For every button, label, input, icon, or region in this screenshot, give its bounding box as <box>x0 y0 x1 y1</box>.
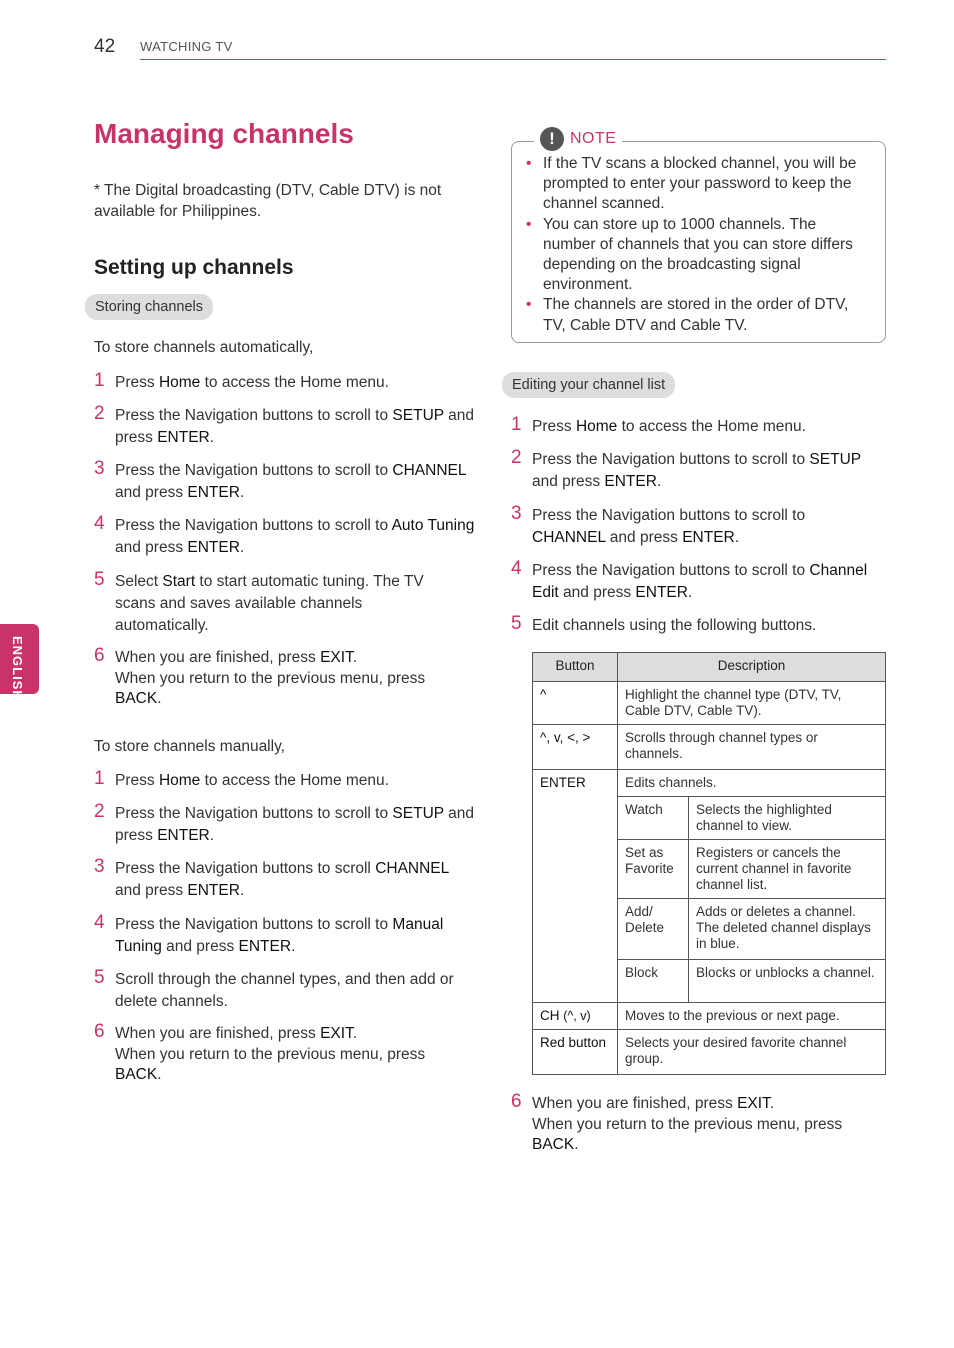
language-tab <box>0 624 39 701</box>
edit-step <box>511 613 882 637</box>
sub-desc-cell: Adds or deletes a channel. The deleted channel displays in blue. <box>689 899 886 960</box>
table-header-description: Description <box>618 653 886 682</box>
step-number: 2 <box>511 447 522 468</box>
page-number: 42 <box>94 36 116 57</box>
step-number: 6 <box>94 645 105 666</box>
button-cell <box>533 1003 618 1030</box>
sub-desc-cell: Selects the highlighted channel to view. <box>689 797 886 840</box>
step-text: Press the Navigation buttons to scroll to Auto Tuning and press ENTER. <box>115 517 475 556</box>
manual-step <box>94 1021 475 1086</box>
auto-step <box>94 645 475 710</box>
table-row <box>533 1003 886 1030</box>
step-number: 2 <box>94 403 105 424</box>
step-text: Scroll through the channel types, and then add or delete channels. <box>115 971 454 1010</box>
table-row <box>533 725 886 770</box>
step-number: 6 <box>94 1021 105 1042</box>
step-text: Press the Navigation buttons to scroll to CHANNEL and press ENTER. <box>532 507 806 546</box>
note-item: • You can store up to 1000 channels. The number of channels that you can store differs depending on the broadcasting signal environment. <box>526 215 871 296</box>
step-text: Press the Navigation buttons to scroll CHANNEL and press ENTER. <box>115 860 449 899</box>
manual-step <box>94 801 475 847</box>
section-subtitle: Setting up channels <box>94 256 294 279</box>
step-number: 1 <box>94 370 105 391</box>
auto-step <box>94 370 475 394</box>
note-label: NOTE <box>570 130 617 147</box>
page-title: Managing channels <box>94 118 354 149</box>
sub-label-cell: Watch <box>618 797 689 840</box>
step-text: Press Home to access the Home menu. <box>115 772 389 789</box>
step-number: 4 <box>94 912 105 933</box>
edit-step <box>511 447 882 493</box>
manual-step <box>94 967 460 1013</box>
edit-step <box>511 558 886 604</box>
sub-label-cell: Block <box>618 960 689 1003</box>
button-table <box>532 652 886 1075</box>
auto-step <box>94 458 475 504</box>
ch-arrows: (^, v) <box>563 1009 591 1023</box>
exclamation-icon: ! <box>540 127 564 151</box>
description-cell: Edits channels. <box>618 770 886 797</box>
step-text: Press the Navigation buttons to scroll to SETUP and press ENTER. <box>532 451 861 490</box>
disclaimer: * The Digital broadcasting (DTV, Cable DTV) is not available for Philippines. <box>94 182 442 220</box>
button-cell: Red button <box>533 1030 618 1075</box>
table-row <box>533 682 886 725</box>
table-row <box>533 770 886 797</box>
description-cell: Scrolls through channel types or channels. <box>618 725 886 770</box>
step-text: Select Start to start automatic tuning. The TV scans and saves available channels automatically. <box>115 573 424 634</box>
step-number: 5 <box>94 967 105 988</box>
button-cell: ^, v, <, > <box>533 725 618 770</box>
note-item: • If the TV scans a blocked channel, you will be prompted to enter your password to keep the channel scanned. <box>526 154 871 215</box>
step-text: Press the Navigation buttons to scroll to CHANNEL and press ENTER. <box>115 462 466 501</box>
table-header-button: Button <box>533 653 618 682</box>
step-number: 2 <box>94 801 105 822</box>
step-text: Press the Navigation buttons to scroll to Manual Tuning and press ENTER. <box>115 916 444 955</box>
button-cell: ENTER <box>533 770 618 1003</box>
storing-channels-pill: Storing channels <box>85 294 213 320</box>
auto-step <box>94 403 475 449</box>
language-label: ENGLISH <box>10 636 25 701</box>
header-divider <box>140 59 886 60</box>
step-number: 5 <box>94 569 105 590</box>
step-text: Edit channels using the following buttons. <box>532 617 817 634</box>
ch-label: CH <box>540 1008 560 1023</box>
step-number: 3 <box>94 458 105 479</box>
note-item: • The channels are stored in the order of DTV, TV, Cable DTV and Cable TV. <box>526 295 871 335</box>
step-text: When you are finished, press EXIT. When you return to the previous menu, press BACK. <box>115 1025 426 1083</box>
step-number: 4 <box>511 558 522 579</box>
step-text: Press Home to access the Home menu. <box>532 418 806 435</box>
manual-step <box>94 768 475 792</box>
manual-step <box>94 912 475 958</box>
sub-label-cell: Add/ Delete <box>618 899 689 960</box>
description-cell: Highlight the channel type (DTV, TV, Cable DTV, Cable TV). <box>618 682 886 725</box>
step-number: 3 <box>94 856 105 877</box>
step-text: Press Home to access the Home menu. <box>115 374 389 391</box>
step-text: When you are finished, press EXIT. When you return to the previous menu, press BACK. <box>532 1095 843 1153</box>
section-title: WATCHING TV <box>140 39 233 54</box>
table-row <box>533 1030 886 1075</box>
step-number: 1 <box>511 414 522 435</box>
step-text: Press the Navigation buttons to scroll to SETUP and press ENTER. <box>115 805 474 844</box>
step-number: 5 <box>511 613 522 634</box>
note-box <box>511 129 886 343</box>
table-header-row <box>533 653 886 682</box>
step-number: 1 <box>94 768 105 789</box>
step-number: 3 <box>511 503 522 524</box>
edit-step <box>511 1091 882 1156</box>
note-header <box>534 127 622 151</box>
manual-step <box>94 856 475 902</box>
step-number: 4 <box>94 513 105 534</box>
step-text: Press the Navigation buttons to scroll to Channel Edit and press ENTER. <box>532 562 868 601</box>
auto-step <box>94 569 455 637</box>
auto-intro: To store channels automatically, <box>94 339 314 356</box>
sub-label-cell: Set as Favorite <box>618 840 689 899</box>
step-text: Press the Navigation buttons to scroll to SETUP and press ENTER. <box>115 407 474 446</box>
button-cell: ^ <box>533 682 618 725</box>
note-list <box>526 154 871 336</box>
step-text: When you are finished, press EXIT. When you return to the previous menu, press BACK. <box>115 649 426 707</box>
edit-step <box>511 503 882 549</box>
manual-intro: To store channels manually, <box>94 738 285 755</box>
description-cell: Selects your desired favorite channel group. <box>618 1030 886 1075</box>
editing-channel-list-pill: Editing your channel list <box>502 372 675 398</box>
sub-desc-cell: Blocks or unblocks a channel. <box>689 960 886 1003</box>
description-cell: Moves to the previous or next page. <box>618 1003 886 1030</box>
step-number: 6 <box>511 1091 522 1112</box>
auto-step <box>94 513 475 559</box>
sub-desc-cell: Registers or cancels the current channel in favorite channel list. <box>689 840 886 899</box>
edit-step <box>511 414 882 438</box>
